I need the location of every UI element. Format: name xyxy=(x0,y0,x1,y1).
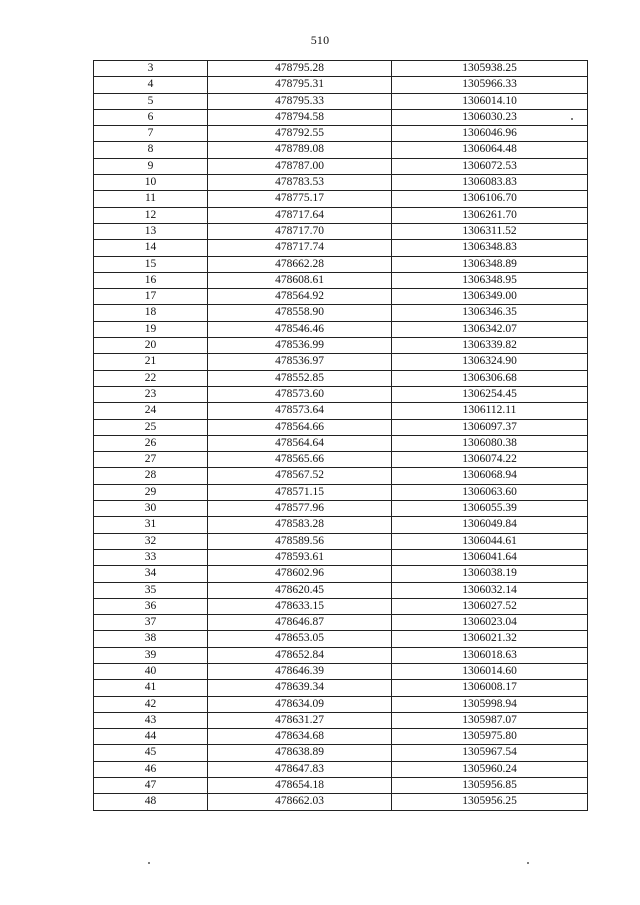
x-coordinate-cell: 478589.56 xyxy=(208,533,392,549)
y-coordinate-cell: 1306346.35 xyxy=(392,305,588,321)
point-number-cell: 47 xyxy=(94,778,208,794)
table-row xyxy=(94,240,588,256)
x-coordinate-cell: 478552.85 xyxy=(208,370,392,386)
y-coordinate-cell: 1306112.11 xyxy=(392,403,588,419)
x-coordinate-cell: 478717.70 xyxy=(208,223,392,239)
y-coordinate-cell: 1306049.84 xyxy=(392,517,588,533)
y-coordinate-cell: 1306032.14 xyxy=(392,582,588,598)
x-coordinate-cell: 478564.64 xyxy=(208,435,392,451)
table-row xyxy=(94,77,588,93)
table-row xyxy=(94,549,588,565)
y-coordinate-cell: 1306027.52 xyxy=(392,598,588,614)
y-coordinate-cell: 1306038.19 xyxy=(392,566,588,582)
y-coordinate-cell: 1306014.10 xyxy=(392,93,588,109)
point-number-cell: 46 xyxy=(94,761,208,777)
point-number-cell: 24 xyxy=(94,403,208,419)
point-number-cell: 22 xyxy=(94,370,208,386)
y-coordinate-cell: 1306083.83 xyxy=(392,175,588,191)
x-coordinate-cell: 478573.64 xyxy=(208,403,392,419)
table-row xyxy=(94,680,588,696)
scan-speck xyxy=(148,862,150,864)
table-row xyxy=(94,207,588,223)
x-coordinate-cell: 478654.18 xyxy=(208,778,392,794)
scan-speck xyxy=(527,862,529,864)
x-coordinate-cell: 478792.55 xyxy=(208,126,392,142)
y-coordinate-cell: 1306064.48 xyxy=(392,142,588,158)
point-number-cell: 17 xyxy=(94,289,208,305)
x-coordinate-cell: 478634.68 xyxy=(208,729,392,745)
y-coordinate-cell: 1306055.39 xyxy=(392,501,588,517)
point-number-cell: 36 xyxy=(94,598,208,614)
x-coordinate-cell: 478795.28 xyxy=(208,61,392,77)
point-number-cell: 34 xyxy=(94,566,208,582)
y-coordinate-cell: 1306023.04 xyxy=(392,615,588,631)
point-number-cell: 38 xyxy=(94,631,208,647)
table-row xyxy=(94,729,588,745)
table-row xyxy=(94,272,588,288)
y-coordinate-cell: 1305956.85 xyxy=(392,778,588,794)
y-coordinate-cell: 1306021.32 xyxy=(392,631,588,647)
table-row xyxy=(94,696,588,712)
x-coordinate-cell: 478558.90 xyxy=(208,305,392,321)
y-coordinate-cell: 1305998.94 xyxy=(392,696,588,712)
table-row xyxy=(94,191,588,207)
table-row xyxy=(94,338,588,354)
point-number-cell: 8 xyxy=(94,142,208,158)
y-coordinate-cell: 1306008.17 xyxy=(392,680,588,696)
point-number-cell: 4 xyxy=(94,77,208,93)
table-row xyxy=(94,354,588,370)
point-number-cell: 35 xyxy=(94,582,208,598)
coordinate-table-body xyxy=(94,61,588,811)
x-coordinate-cell: 478647.83 xyxy=(208,761,392,777)
table-row xyxy=(94,321,588,337)
point-number-cell: 44 xyxy=(94,729,208,745)
x-coordinate-cell: 478789.08 xyxy=(208,142,392,158)
y-coordinate-cell: 1306254.45 xyxy=(392,386,588,402)
x-coordinate-cell: 478546.46 xyxy=(208,321,392,337)
point-number-cell: 23 xyxy=(94,386,208,402)
point-number-cell: 42 xyxy=(94,696,208,712)
table-row xyxy=(94,142,588,158)
table-row xyxy=(94,778,588,794)
x-coordinate-cell: 478564.66 xyxy=(208,419,392,435)
point-number-cell: 5 xyxy=(94,93,208,109)
table-row xyxy=(94,386,588,402)
table-row xyxy=(94,158,588,174)
point-number-cell: 14 xyxy=(94,240,208,256)
point-number-cell: 30 xyxy=(94,501,208,517)
y-coordinate-cell: 1305966.33 xyxy=(392,77,588,93)
y-coordinate-cell: 1306348.89 xyxy=(392,256,588,272)
x-coordinate-cell: 478564.92 xyxy=(208,289,392,305)
x-coordinate-cell: 478646.39 xyxy=(208,663,392,679)
point-number-cell: 45 xyxy=(94,745,208,761)
y-coordinate-cell: 1306342.07 xyxy=(392,321,588,337)
point-number-cell: 9 xyxy=(94,158,208,174)
y-coordinate-cell: 1306044.61 xyxy=(392,533,588,549)
y-coordinate-cell: 1306324.90 xyxy=(392,354,588,370)
table-row xyxy=(94,761,588,777)
point-number-cell: 18 xyxy=(94,305,208,321)
table-row xyxy=(94,223,588,239)
table-row xyxy=(94,435,588,451)
point-number-cell: 32 xyxy=(94,533,208,549)
table-row xyxy=(94,93,588,109)
x-coordinate-cell: 478577.96 xyxy=(208,501,392,517)
point-number-cell: 39 xyxy=(94,647,208,663)
x-coordinate-cell: 478583.28 xyxy=(208,517,392,533)
point-number-cell: 28 xyxy=(94,468,208,484)
x-coordinate-cell: 478794.58 xyxy=(208,109,392,125)
table-row xyxy=(94,126,588,142)
y-coordinate-cell: 1306097.37 xyxy=(392,419,588,435)
point-number-cell: 29 xyxy=(94,484,208,500)
table-row xyxy=(94,517,588,533)
point-number-cell: 41 xyxy=(94,680,208,696)
table-row xyxy=(94,663,588,679)
y-coordinate-cell: 1306074.22 xyxy=(392,452,588,468)
y-coordinate-cell: 1306311.52 xyxy=(392,223,588,239)
x-coordinate-cell: 478652.84 xyxy=(208,647,392,663)
x-coordinate-cell: 478787.00 xyxy=(208,158,392,174)
table-row xyxy=(94,109,588,125)
x-coordinate-cell: 478608.61 xyxy=(208,272,392,288)
point-number-cell: 48 xyxy=(94,794,208,810)
coordinate-table xyxy=(93,60,588,811)
page-number: 510 xyxy=(310,33,330,47)
table-row xyxy=(94,468,588,484)
y-coordinate-cell: 1306348.95 xyxy=(392,272,588,288)
y-coordinate-cell: 1306306.68 xyxy=(392,370,588,386)
x-coordinate-cell: 478646.87 xyxy=(208,615,392,631)
table-row xyxy=(94,631,588,647)
point-number-cell: 21 xyxy=(94,354,208,370)
table-row xyxy=(94,582,588,598)
table-row xyxy=(94,403,588,419)
point-number-cell: 27 xyxy=(94,452,208,468)
table-row xyxy=(94,566,588,582)
x-coordinate-cell: 478631.27 xyxy=(208,712,392,728)
point-number-cell: 13 xyxy=(94,223,208,239)
x-coordinate-cell: 478717.74 xyxy=(208,240,392,256)
point-number-cell: 37 xyxy=(94,615,208,631)
y-coordinate-cell: 1306080.38 xyxy=(392,435,588,451)
point-number-cell: 40 xyxy=(94,663,208,679)
y-coordinate-cell: 1306030.23 xyxy=(392,109,588,125)
x-coordinate-cell: 478593.61 xyxy=(208,549,392,565)
y-coordinate-cell: 1305956.25 xyxy=(392,794,588,810)
y-coordinate-cell: 1306041.64 xyxy=(392,549,588,565)
x-coordinate-cell: 478602.96 xyxy=(208,566,392,582)
y-coordinate-cell: 1306068.94 xyxy=(392,468,588,484)
point-number-cell: 20 xyxy=(94,338,208,354)
point-number-cell: 10 xyxy=(94,175,208,191)
table-row xyxy=(94,175,588,191)
y-coordinate-cell: 1306106.70 xyxy=(392,191,588,207)
y-coordinate-cell: 1306018.63 xyxy=(392,647,588,663)
x-coordinate-cell: 478634.09 xyxy=(208,696,392,712)
point-number-cell: 31 xyxy=(94,517,208,533)
x-coordinate-cell: 478795.31 xyxy=(208,77,392,93)
y-coordinate-cell: 1306349.00 xyxy=(392,289,588,305)
scan-speck xyxy=(571,118,573,120)
table-row xyxy=(94,256,588,272)
x-coordinate-cell: 478653.05 xyxy=(208,631,392,647)
table-row xyxy=(94,647,588,663)
y-coordinate-cell: 1306339.82 xyxy=(392,338,588,354)
table-row xyxy=(94,598,588,614)
x-coordinate-cell: 478717.64 xyxy=(208,207,392,223)
point-number-cell: 26 xyxy=(94,435,208,451)
table-row xyxy=(94,61,588,77)
table-row xyxy=(94,419,588,435)
y-coordinate-cell: 1305967.54 xyxy=(392,745,588,761)
point-number-cell: 43 xyxy=(94,712,208,728)
x-coordinate-cell: 478633.15 xyxy=(208,598,392,614)
x-coordinate-cell: 478638.89 xyxy=(208,745,392,761)
x-coordinate-cell: 478620.45 xyxy=(208,582,392,598)
x-coordinate-cell: 478662.03 xyxy=(208,794,392,810)
table-row xyxy=(94,370,588,386)
table-row xyxy=(94,745,588,761)
point-number-cell: 11 xyxy=(94,191,208,207)
x-coordinate-cell: 478536.97 xyxy=(208,354,392,370)
table-row xyxy=(94,501,588,517)
table-row xyxy=(94,289,588,305)
point-number-cell: 19 xyxy=(94,321,208,337)
point-number-cell: 12 xyxy=(94,207,208,223)
x-coordinate-cell: 478571.15 xyxy=(208,484,392,500)
x-coordinate-cell: 478775.17 xyxy=(208,191,392,207)
x-coordinate-cell: 478565.66 xyxy=(208,452,392,468)
x-coordinate-cell: 478783.53 xyxy=(208,175,392,191)
table-row xyxy=(94,615,588,631)
table-row xyxy=(94,452,588,468)
x-coordinate-cell: 478639.34 xyxy=(208,680,392,696)
x-coordinate-cell: 478573.60 xyxy=(208,386,392,402)
point-number-cell: 25 xyxy=(94,419,208,435)
y-coordinate-cell: 1306348.83 xyxy=(392,240,588,256)
x-coordinate-cell: 478795.33 xyxy=(208,93,392,109)
y-coordinate-cell: 1306072.53 xyxy=(392,158,588,174)
y-coordinate-cell: 1305975.80 xyxy=(392,729,588,745)
table-row xyxy=(94,484,588,500)
x-coordinate-cell: 478567.52 xyxy=(208,468,392,484)
point-number-cell: 33 xyxy=(94,549,208,565)
table-row xyxy=(94,305,588,321)
table-row xyxy=(94,533,588,549)
y-coordinate-cell: 1306063.60 xyxy=(392,484,588,500)
point-number-cell: 6 xyxy=(94,109,208,125)
point-number-cell: 16 xyxy=(94,272,208,288)
point-number-cell: 15 xyxy=(94,256,208,272)
table-row xyxy=(94,794,588,810)
point-number-cell: 3 xyxy=(94,61,208,77)
y-coordinate-cell: 1305938.25 xyxy=(392,61,588,77)
x-coordinate-cell: 478662.28 xyxy=(208,256,392,272)
table-row xyxy=(94,712,588,728)
point-number-cell: 7 xyxy=(94,126,208,142)
y-coordinate-cell: 1305987.07 xyxy=(392,712,588,728)
y-coordinate-cell: 1306261.70 xyxy=(392,207,588,223)
y-coordinate-cell: 1306014.60 xyxy=(392,663,588,679)
y-coordinate-cell: 1306046.96 xyxy=(392,126,588,142)
x-coordinate-cell: 478536.99 xyxy=(208,338,392,354)
y-coordinate-cell: 1305960.24 xyxy=(392,761,588,777)
